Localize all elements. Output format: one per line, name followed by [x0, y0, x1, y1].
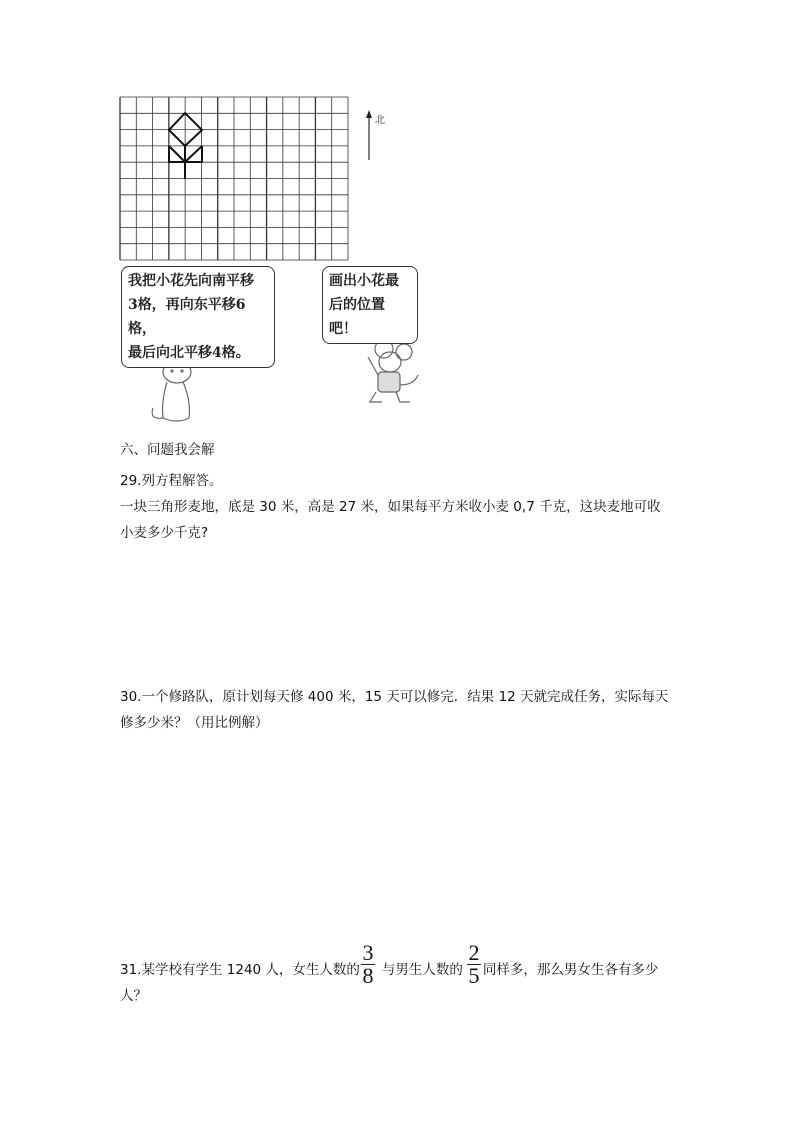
q29-line-1: 一块三角形麦地，底是 30 米，高是 27 米，如果每平方米收小麦 0,7 千克，这块麦地可收: [120, 499, 661, 515]
speech-line: 最后向北平移4格。: [128, 345, 250, 361]
speech-line: 我把小花先向南平移: [128, 273, 254, 289]
fraction-3-8: [361, 940, 375, 988]
square-grid: [120, 97, 348, 260]
q31-part-2: 与男生人数的: [381, 962, 463, 978]
translation-grid-figure: [0, 0, 794, 440]
denominator: 5: [468, 963, 480, 988]
q29-title: 29.列方程解答。: [120, 473, 223, 489]
q31-part-1: 31.某学校有学生 1240 人，女生人数的: [120, 962, 360, 978]
denominator: 8: [362, 963, 374, 988]
fraction-2-5: [467, 940, 481, 988]
numerator: 2: [468, 940, 480, 965]
speech-line: 3格，再向东平移6格，: [128, 297, 246, 337]
mouse-speech-bubble: [322, 266, 418, 344]
speech-line: 后的位置吧！: [329, 297, 385, 337]
numerator: 3: [362, 940, 374, 965]
cat-speech-bubble: [121, 266, 275, 368]
q31-part-3: 同样多，那么男女生各有多少: [482, 962, 659, 978]
mouse-illustration: [368, 340, 418, 402]
section-title: 六、问题我会解: [120, 442, 215, 458]
q31-line-1: [120, 957, 658, 983]
north-arrow-icon: [366, 110, 372, 160]
q29-line-2: 小麦多少千克?: [120, 525, 209, 541]
speech-line: 画出小花最: [329, 273, 399, 289]
q30-line-1: 30.一个修路队，原计划每天修 400 米，15 天可以修完．结果 12 天就完成任务，实际每天: [120, 689, 669, 705]
q31-line-2: 人？: [120, 988, 147, 1004]
north-label: 北: [375, 115, 385, 126]
q30-line-2: 修多少米？（用比例解）: [120, 715, 269, 731]
